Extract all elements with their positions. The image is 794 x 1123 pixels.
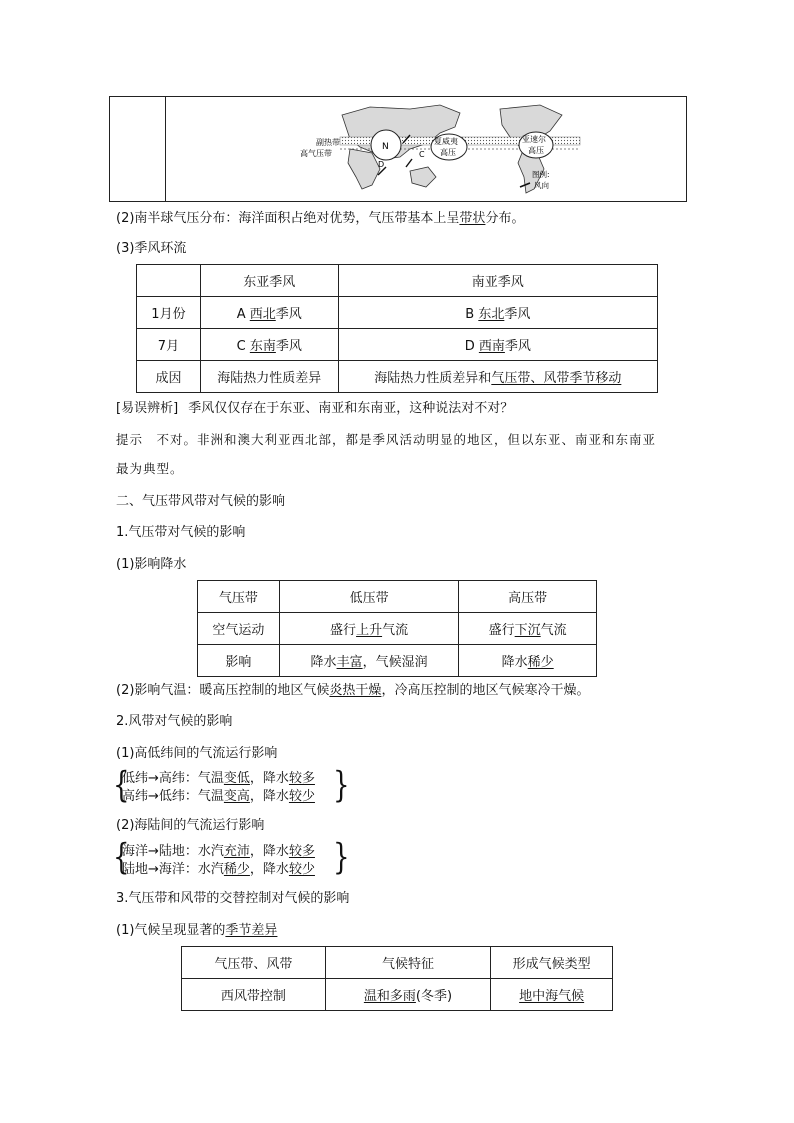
- climate-cell: [325, 979, 491, 1011]
- section-2-2-heading: 2.风带对气候的影响: [116, 714, 233, 729]
- temp-text-a: (2)影响气温：暖高压控制的地区气候: [116, 683, 330, 698]
- lat2-answer-1: 变高: [223, 789, 250, 804]
- monsoon-table: [136, 264, 658, 393]
- sea2-b: ，降水: [249, 862, 289, 877]
- map-label-hawaii-2: 高压: [440, 148, 456, 157]
- map-label-hawaii-1: 夏威夷: [434, 137, 458, 146]
- map-label-D: D: [378, 160, 385, 169]
- map-label-left-1: 副热带: [316, 138, 340, 147]
- table-row: [182, 979, 613, 1011]
- s2-3-1-answer: 季节差异: [225, 923, 278, 938]
- cell-prefix: 海陆热力性质差异和: [374, 371, 492, 386]
- sea1-answer-1: 充沛: [223, 844, 250, 859]
- sea2-a: 陆地→海洋：水汽: [122, 862, 224, 877]
- monsoon-cell: [200, 297, 338, 329]
- pressure-cell: [459, 613, 597, 645]
- pressure-row-label: 影响: [198, 645, 280, 677]
- left-brace-icon: {: [113, 765, 130, 806]
- monsoon-row-label: 7月: [137, 329, 201, 361]
- climate-cell: [491, 979, 613, 1011]
- cell-suffix: 季风: [504, 307, 531, 322]
- lat1-a: 低纬→高纬：气温: [122, 771, 224, 786]
- pressure-cell: [279, 613, 459, 645]
- monsoon-cell: [338, 297, 657, 329]
- climate-cell: 西风带控制: [182, 979, 326, 1011]
- monsoon-header-2: 南亚季风: [338, 265, 657, 297]
- lat2-b: ，降水: [249, 789, 289, 804]
- cell-answer: 稀少: [527, 655, 554, 670]
- map-label-azores-1: 亚速尔: [522, 135, 546, 144]
- pressure-belt-table: [197, 580, 597, 677]
- s-hemisphere-end: 分布。: [485, 211, 525, 226]
- sea2-answer-2: 较少: [288, 862, 315, 877]
- cell-suffix: (冬季): [415, 989, 453, 1004]
- lat-line-1: [122, 770, 315, 788]
- table-row: [137, 297, 658, 329]
- cell-suffix: 季风: [275, 307, 302, 322]
- sea-line-2: [122, 861, 315, 879]
- map-label-C: C: [419, 150, 425, 159]
- monsoon-header-1: 东亚季风: [200, 265, 338, 297]
- right-brace-icon: }: [333, 765, 350, 806]
- hint-line-1: 提示 不对。非洲和澳大利亚西北部，都是季风活动明显的地区，但以东亚、南亚和东南亚: [116, 432, 657, 447]
- cell-suffix: 气流: [540, 623, 567, 638]
- left-brace-icon: {: [113, 837, 130, 878]
- cell-answer: 地中海气候: [519, 989, 585, 1004]
- lat2-a: 高纬→低纬：气温: [122, 789, 224, 804]
- pressure-header-0: 气压带: [198, 581, 280, 613]
- myth-line: [116, 400, 513, 418]
- cell-answer: 下沉: [514, 623, 541, 638]
- cell-answer: 东南: [249, 339, 276, 354]
- cell-suffix: 季风: [275, 339, 302, 354]
- pressure-row-label: 空气运动: [198, 613, 280, 645]
- cell-suffix: 季风: [504, 339, 531, 354]
- map-label-azores-2: 高压: [528, 146, 544, 155]
- cell-answer: 西北: [249, 307, 276, 322]
- s2-3-1-text: (1)气候呈现显著的: [116, 923, 226, 938]
- cell-answer: 西南: [478, 339, 505, 354]
- hint-line-2: 最为典型。: [116, 461, 184, 476]
- legend-item: 风向: [534, 181, 549, 190]
- southern-hemisphere-line: [116, 210, 524, 228]
- cell-answer: 气压带、风带季节移动: [491, 371, 622, 386]
- table-row: [198, 581, 597, 613]
- cell-prefix: 降水: [310, 655, 337, 670]
- climate-header-0: 气压带、风带: [182, 947, 326, 979]
- table-row: [137, 361, 658, 393]
- cell-answer: 丰富: [336, 655, 363, 670]
- table-row: [198, 613, 597, 645]
- monsoon-title: (3)季风环流: [116, 241, 187, 256]
- section-2-1-heading: 1.气压带对气候的影响: [116, 525, 246, 540]
- climate-header-2: 形成气候类型: [491, 947, 613, 979]
- cell-prefix: 降水: [501, 655, 528, 670]
- section-2-1-1-heading: (1)影响降水: [116, 557, 187, 572]
- sea2-answer-1: 稀少: [223, 862, 250, 877]
- temperature-line: [116, 682, 589, 700]
- lat1-answer-2: 较多: [288, 771, 315, 786]
- cell-answer: 东北: [478, 307, 505, 322]
- map-label-left-2: 高气压带: [300, 149, 332, 158]
- pressure-cell: [459, 645, 597, 677]
- monsoon-cell: [200, 329, 338, 361]
- legend-title: 图例:: [532, 170, 550, 179]
- section-2-3-heading: 3.气压带和风带的交替控制对气候的影响: [116, 891, 350, 906]
- table-row: [198, 645, 597, 677]
- cell-suffix: 气流: [382, 623, 409, 638]
- pressure-header-1: 低压带: [279, 581, 459, 613]
- cell-answer: 温和多雨: [363, 989, 416, 1004]
- monsoon-row-label: 1月份: [137, 297, 201, 329]
- table-row: [137, 329, 658, 361]
- table-row: [182, 947, 613, 979]
- cell-prefix: B: [465, 307, 479, 322]
- myth-text: 季风仅仅存在于东亚、南亚和东南亚，这种说法对不对？: [188, 401, 514, 416]
- lat1-answer-1: 变低: [223, 771, 250, 786]
- pressure-cell: [279, 645, 459, 677]
- pressure-header-2: 高压带: [459, 581, 597, 613]
- cell-answer: 上升: [356, 623, 383, 638]
- wind-arrow-3: [406, 159, 412, 167]
- section-2-2-1-heading: (1)高低纬间的气流运行影响: [116, 746, 278, 761]
- sea1-a: 海洋→陆地：水汽: [122, 844, 224, 859]
- table-row: [137, 265, 658, 297]
- sea-line-1: [122, 843, 315, 861]
- map-label-N: N: [382, 142, 389, 152]
- section-2-heading: 二、气压带风带对气候的影响: [116, 494, 286, 509]
- map-figure-box: [109, 96, 687, 202]
- monsoon-cell: 海陆热力性质差异: [200, 361, 338, 393]
- myth-label: [易误辨析]: [116, 401, 179, 416]
- sea1-b: ，降水: [249, 844, 289, 859]
- s-hemisphere-answer: 带状: [459, 211, 486, 226]
- right-brace-icon: }: [333, 837, 350, 878]
- monsoon-cell: [338, 361, 657, 393]
- section-2-3-1-heading: [116, 922, 277, 940]
- sea1-answer-2: 较多: [288, 844, 315, 859]
- monsoon-cell: [338, 329, 657, 361]
- cell-prefix: D: [464, 339, 479, 354]
- australia-shape: [410, 167, 436, 187]
- temp-text-b: ，冷高压控制的地区气候寒冷干燥。: [381, 683, 590, 698]
- pressure-map: [110, 97, 686, 201]
- climate-header-1: 气候特征: [325, 947, 491, 979]
- monsoon-header-0: [137, 265, 201, 297]
- climate-table: [181, 946, 613, 1011]
- temp-answer: 炎热干燥: [329, 683, 382, 698]
- lat1-b: ，降水: [249, 771, 289, 786]
- lat-line-2: [122, 788, 315, 806]
- monsoon-row-label: 成因: [137, 361, 201, 393]
- section-2-2-2-heading: (2)海陆间的气流运行影响: [116, 818, 265, 833]
- cell-prefix: 盛行: [330, 623, 357, 638]
- cell-prefix: A: [236, 307, 250, 322]
- s-hemisphere-text: (2)南半球气压分布：海洋面积占绝对优势，气压带基本上呈: [116, 211, 460, 226]
- cell-suffix: ，气候湿润: [362, 655, 428, 670]
- cell-prefix: 盛行: [488, 623, 515, 638]
- lat2-answer-2: 较少: [288, 789, 315, 804]
- cell-prefix: C: [236, 339, 250, 354]
